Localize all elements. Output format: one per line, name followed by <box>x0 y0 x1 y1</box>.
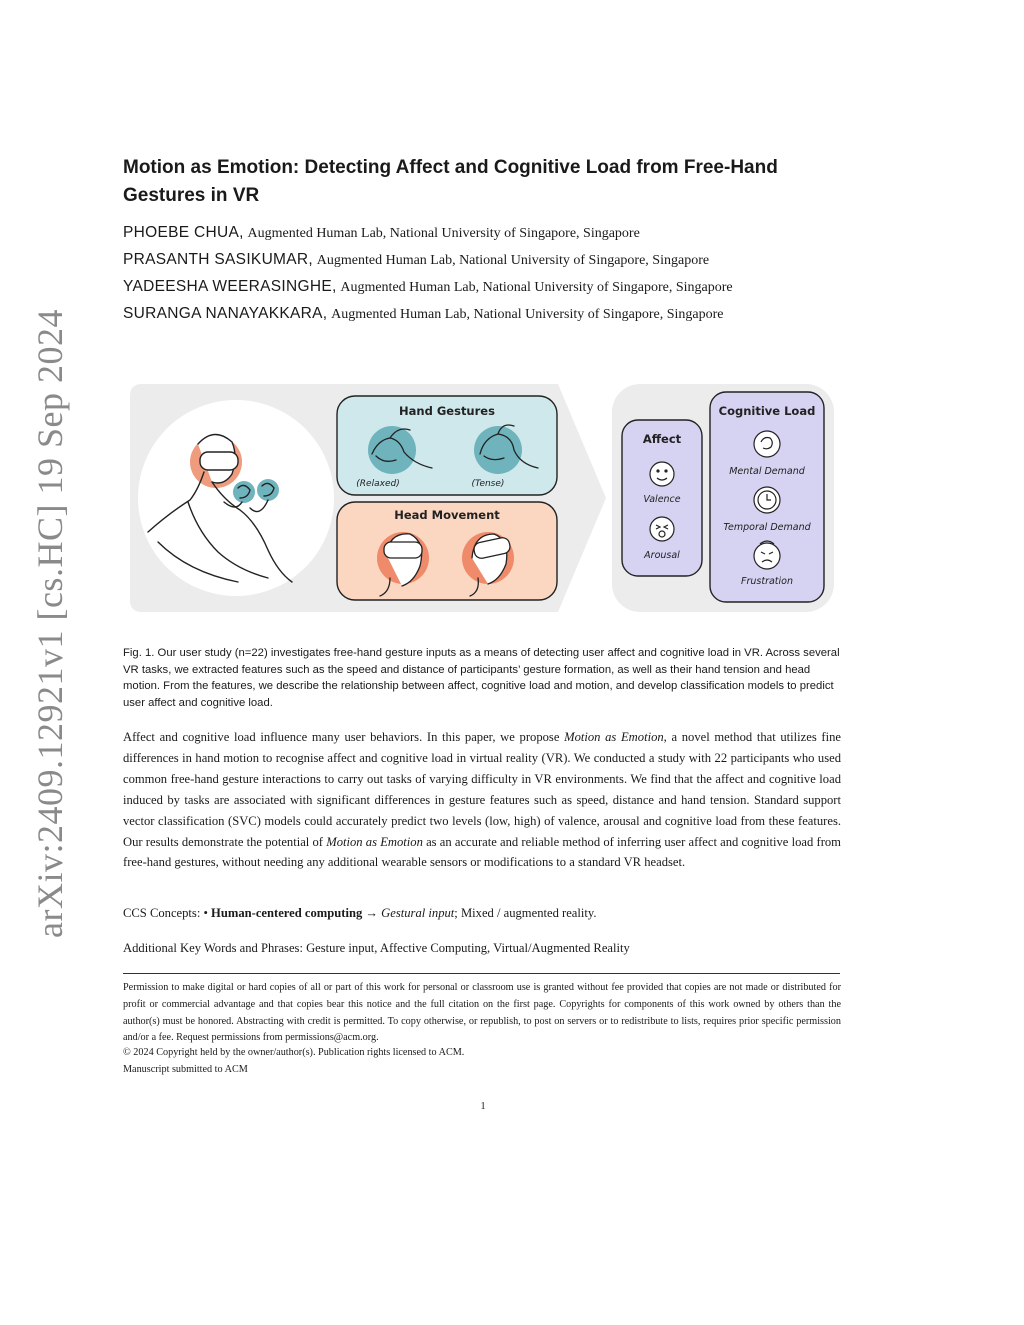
head-movement-title: Head Movement <box>394 508 500 522</box>
affect-title: Affect <box>642 432 682 446</box>
author-affiliation: Augmented Human Lab, National University of Singapore, Singapore <box>316 253 710 268</box>
permission-notice: Permission to make digital or hard copies of all or part of this work for personal or classroom use is granted without fee provided that copies are not made or distributed for profit or commercial advantage and that copies bear this notice and the full citation on the first page. Copyrights for components of this work owned by others than the author(s) must be honored. Abstracting with credit is permitted. To copy otherwise, or republish, to post on servers or to redistribute to lists, requires prior specific permission and/or a fee. Request permissions from permissions@acm.org. <box>123 982 841 1044</box>
arxiv-stamp: arXiv:2409.12921v1 [cs.HC] 19 Sep 2024 <box>30 309 70 938</box>
keywords: Additional Key Words and Phrases: Gesture input, Affective Computing, Virtual/Augmented Reality <box>123 941 630 955</box>
abstract-text: as an accurate and reliable method of inferring user affect and cognitive load from free-hand gestures, without needing any additional wearable sensors or modifications to a standard VR headset. <box>123 834 841 870</box>
arousal-label: Arousal <box>644 550 680 561</box>
author-affiliation: Augmented Human Lab, National University of Singapore, Singapore <box>340 280 733 295</box>
author-name: PRASANTH SASIKUMAR, <box>123 251 314 268</box>
author-line <box>123 224 640 242</box>
abstract-text: , a novel method that utilizes fine differences in hand motion to recognise affect and cognitive load in virtual reality (VR). We conducted a study with 22 participants who used common free-hand gesture interactions to carry out tasks of varying difficulty in VR environments. We find that the affect and cognitive load induced by tasks are associated with significant differences in gesture features such as speed, distance and hand tension. Standard support vector classification (SVC) models could accurately predict two levels (low, high) of valence, arousal and cognitive load from these features. Our results demonstrate the potential of <box>123 730 841 849</box>
arousal-icon <box>650 517 674 541</box>
copyright-notice: © 2024 Copyright held by the owner/author(s). Publication rights licensed to ACM. <box>123 1047 465 1058</box>
cognitive-load-title: Cognitive Load <box>718 404 816 418</box>
ccs-rest: ; Mixed / augmented reality. <box>454 906 597 920</box>
ccs-italic: Gestural input <box>381 906 455 920</box>
abstract-emphasis: Motion as Emotion <box>326 834 423 849</box>
manuscript-notice: Manuscript submitted to ACM <box>123 1064 248 1075</box>
mental-demand-icon <box>754 431 780 457</box>
frustration-label: Frustration <box>741 576 793 587</box>
abstract-text: Affect and cognitive load influence many user behaviors. In this paper, we propose <box>123 730 565 744</box>
valence-icon <box>650 462 674 486</box>
hand-gestures-title: Hand Gestures <box>399 404 495 418</box>
author-affiliation: Augmented Human Lab, National University of Singapore, Singapore <box>331 307 724 322</box>
author-name: PHOEBE CHUA, <box>123 224 244 241</box>
page-number: 1 <box>480 1101 486 1112</box>
clock-icon <box>754 487 780 513</box>
teaser-figure <box>128 382 836 614</box>
footnote-rule <box>123 973 840 974</box>
ccs-bold: Human-centered computing <box>211 906 363 920</box>
valence-label: Valence <box>643 494 681 505</box>
author-affiliation: Augmented Human Lab, National University of Singapore, Singapore <box>247 226 640 241</box>
author-name: SURANGA NANAYAKKARA, <box>123 305 328 322</box>
author-line <box>123 251 709 269</box>
temporal-demand-label: Temporal Demand <box>723 522 811 533</box>
paper-title: Motion as Emotion: Detecting Affect and Cognitive Load from Free-Hand Gestures in VR <box>123 157 778 206</box>
author-line <box>123 278 733 296</box>
author-line <box>123 305 723 323</box>
abstract-emphasis: Motion as Emotion <box>564 730 664 744</box>
ccs-arrow: → <box>362 906 382 920</box>
tense-label: (Tense) <box>471 479 505 489</box>
relaxed-label: (Relaxed) <box>356 479 400 489</box>
figure-caption: Fig. 1. Our user study (n=22) investigates free-hand gesture inputs as a means of detecting user affect and cognitive load in VR. Across several VR tasks, we extracted features such as the speed and distance of participants’ gesture formation, as well as their hand tension and head motion. From the features, we describe the relationship between affect, cognitive load and motion, and develop classification models to predict user affect and cognitive load. <box>123 647 840 709</box>
abstract <box>123 727 841 873</box>
mental-demand-label: Mental Demand <box>729 466 805 477</box>
author-name: YADEESHA WEERASINGHE, <box>123 278 337 295</box>
ccs-prefix: CCS Concepts: • <box>123 906 212 920</box>
ccs-concepts <box>123 906 597 921</box>
